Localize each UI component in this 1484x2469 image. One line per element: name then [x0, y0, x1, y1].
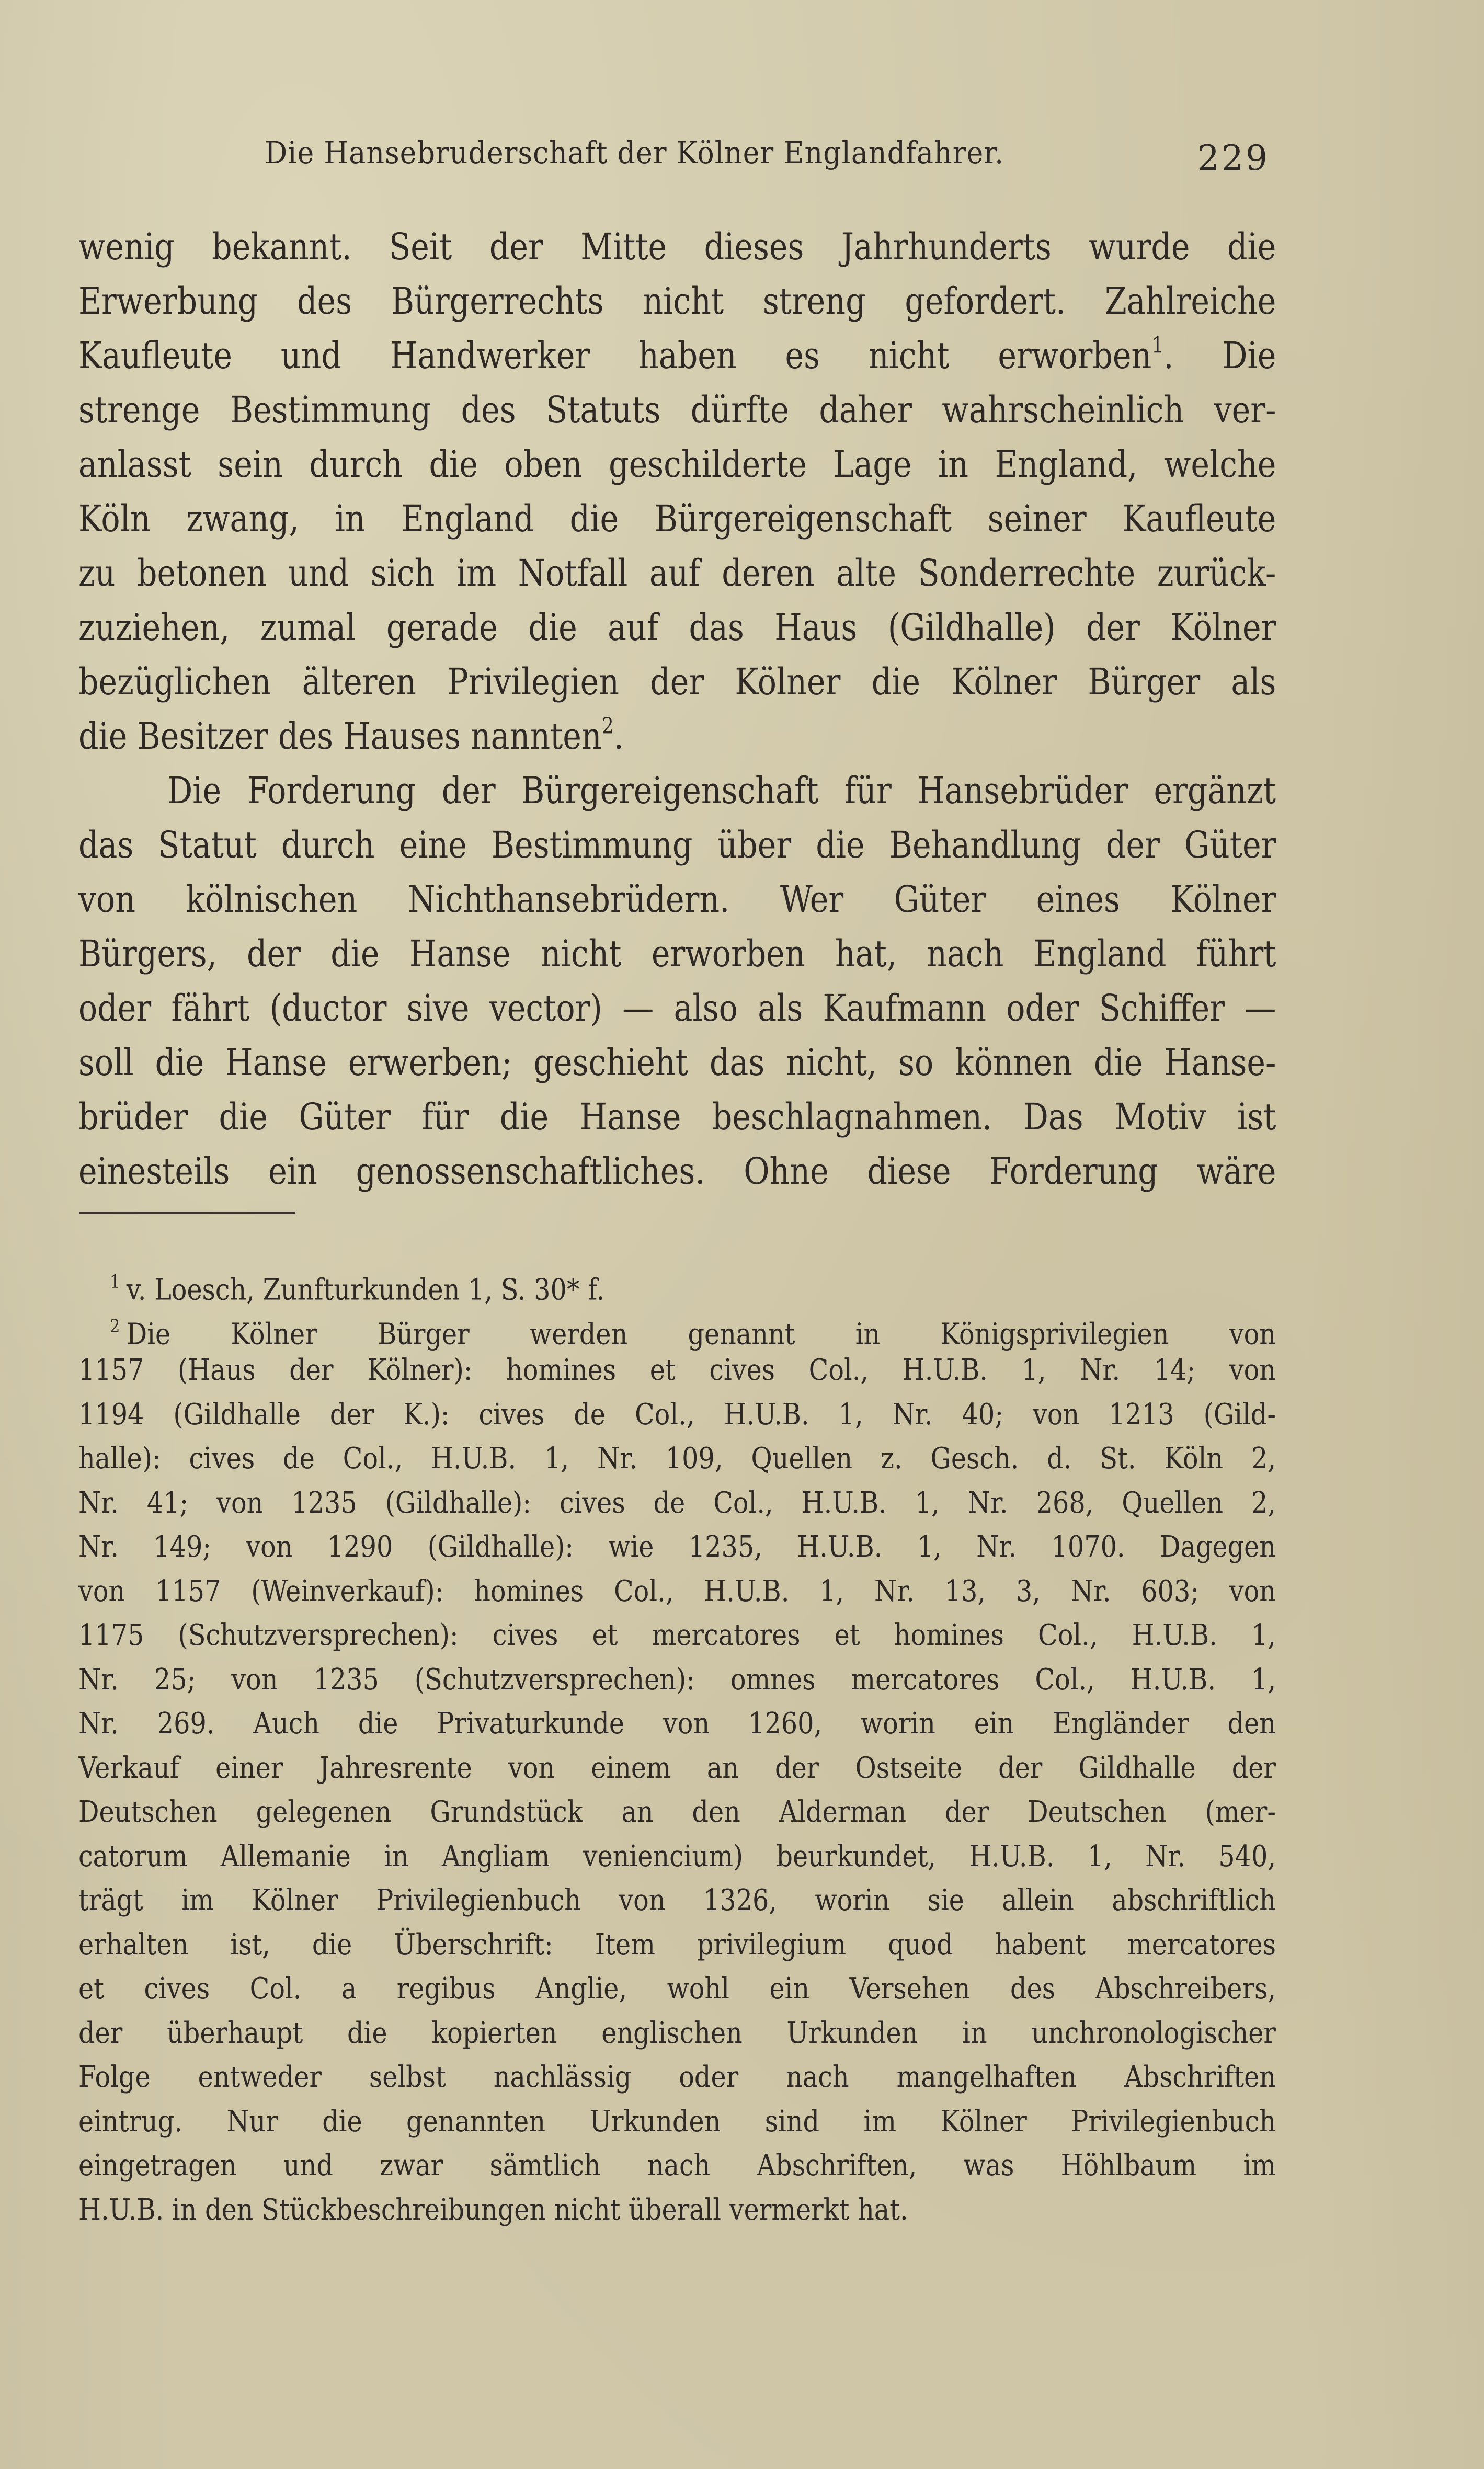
footnote-line: Verkauf einer Jahresrente von einem an der Ostseite der Gildhalle der: [78, 1751, 1276, 1785]
body-line: Köln zwang, in England die Bürgereigenschaft seiner Kaufleute: [78, 497, 1276, 540]
footnote-1: [78, 1260, 1276, 1305]
footnote-marker-2: 2: [110, 1316, 120, 1337]
footnotes: [78, 1260, 1276, 2232]
body-line: strenge Bestimmung des Statuts dürfte daher wahrscheinlich ver-: [78, 388, 1276, 431]
footnote-ref-1[interactable]: 1: [1151, 332, 1164, 358]
footnote-line: et cives Col. a regibus Anglie, wohl ein Versehen des Abschreibers,: [78, 1972, 1276, 2006]
body-text: [78, 220, 1276, 1198]
footnote-marker-1: 1: [110, 1272, 120, 1293]
running-title: Die Hansebruderschaft der Kölner Englandfahrer.: [265, 135, 1004, 170]
running-head: [78, 135, 1276, 182]
body-line-paragraph-start: Die Forderung der Bürgereigenschaft für Hansebrüder ergänzt: [167, 769, 1276, 812]
page-number: 229: [1197, 138, 1270, 178]
footnote-line: 1194 (Gildhalle der K.): cives de Col., H.U.B. 1, Nr. 40; von 1213 (Gild-: [78, 1397, 1276, 1432]
footnote-line: trägt im Kölner Privilegienbuch von 1326, worin sie allein abschriftlich: [78, 1883, 1276, 1917]
body-line: brüder die Güter für die Hanse beschlagnahmen. Das Motiv ist: [78, 1095, 1276, 1138]
body-line: oder fährt (ductor sive vector) — also als Kaufmann oder Schiffer —: [78, 987, 1276, 1030]
footnote-1-text: v. Loesch, Zunfturkunden 1, S. 30* f.: [126, 1273, 605, 1307]
body-line: Kaufleute und Handwerker haben es nicht erworben$^1$. Die: [78, 332, 1276, 377]
body-line: anlasst sein durch die oben geschilderte Lage in England, welche: [78, 443, 1276, 486]
footnote-line: Nr. 149; von 1290 (Gildhalle): wie 1235, H.U.B. 1, Nr. 1070. Dagegen: [78, 1530, 1276, 1564]
footnote-line: eingetragen und zwar sämtlich nach Abschriften, was Höhlbaum im: [78, 2148, 1276, 2182]
footnote-line: catorum Allemanie in Angliam veniencium) beurkundet, H.U.B. 1, Nr. 540,: [78, 1839, 1276, 1873]
footnote-line: der überhaupt die kopierten englischen Urkunden in unchronologischer: [78, 2016, 1276, 2050]
footnote-line: 1175 (Schutzversprechen): cives et mercatores et homines Col., H.U.B. 1,: [78, 1618, 1276, 1652]
footnote-line: H.U.B. in den Stückbeschreibungen nicht überall vermerkt hat.: [78, 2192, 908, 2227]
footnote-line: 1157 (Haus der Kölner): homines et cives Col., H.U.B. 1, Nr. 14; von: [78, 1353, 1276, 1387]
footnote-line: halle): cives de Col., H.U.B. 1, Nr. 109, Quellen z. Gesch. d. St. Köln 2,: [78, 1442, 1276, 1476]
footnote-line: Deutschen gelegenen Grundstück an den Alderman der Deutschen (mer-: [78, 1795, 1276, 1829]
footnote-line: Nr. 269. Auch die Privaturkunde von 1260, worin ein Engländer den: [78, 1707, 1276, 1741]
body-line: soll die Hanse erwerben; geschieht das nicht, so können die Hanse-: [78, 1041, 1276, 1084]
body-line: das Statut durch eine Bestimmung über die Behandlung der Güter: [78, 824, 1276, 866]
footnote-line: von 1157 (Weinverkauf): homines Col., H.U.B. 1, Nr. 13, 3, Nr. 603; von: [78, 1574, 1276, 1608]
body-line: einesteils ein genossenschaftliches. Ohne diese Forderung wäre: [78, 1150, 1276, 1193]
footnote-line: Folge entweder selbst nachlässig oder nach mangelhaften Abschriften: [78, 2060, 1276, 2094]
body-line: Erwerbung des Bürgerrechts nicht streng gefordert. Zahlreiche: [78, 280, 1276, 323]
body-line: die Besitzer des Hauses nannten$^2$.: [78, 713, 624, 758]
footnote-line: eintrug. Nur die genannten Urkunden sind im Kölner Privilegienbuch: [78, 2104, 1276, 2139]
footnote-2: $^2$ Die Kölner Bürger werden genannt in Königsprivilegien von: [110, 1316, 1276, 1352]
footnote-line: Nr. 25; von 1235 (Schutzversprechen): omnes mercatores Col., H.U.B. 1,: [78, 1662, 1276, 1697]
body-line: wenig bekannt. Seit der Mitte dieses Jahrhunderts wurde die: [78, 225, 1276, 268]
body-line: von kölnischen Nichthansebrüdern. Wer Güter eines Kölner: [78, 878, 1276, 921]
footnote-line: erhalten ist, die Überschrift: Item privilegium quod habent mercatores: [78, 1927, 1276, 1962]
footnote-ref-2[interactable]: 2: [601, 713, 614, 739]
body-line: Bürgers, der die Hanse nicht erworben hat, nach England führt: [78, 932, 1276, 975]
body-line: zuziehen, zumal gerade die auf das Haus (Gildhalle) der Kölner: [78, 606, 1276, 649]
body-line: zu betonen und sich im Notfall auf deren alte Sonderrechte zurück-: [78, 552, 1276, 595]
footnote-separator-rule: [79, 1212, 295, 1214]
body-line: bezüglichen älteren Privilegien der Kölner die Kölner Bürger als: [78, 660, 1276, 703]
footnote-line: Nr. 41; von 1235 (Gildhalle): cives de Col., H.U.B. 1, Nr. 268, Quellen 2,: [78, 1485, 1276, 1520]
